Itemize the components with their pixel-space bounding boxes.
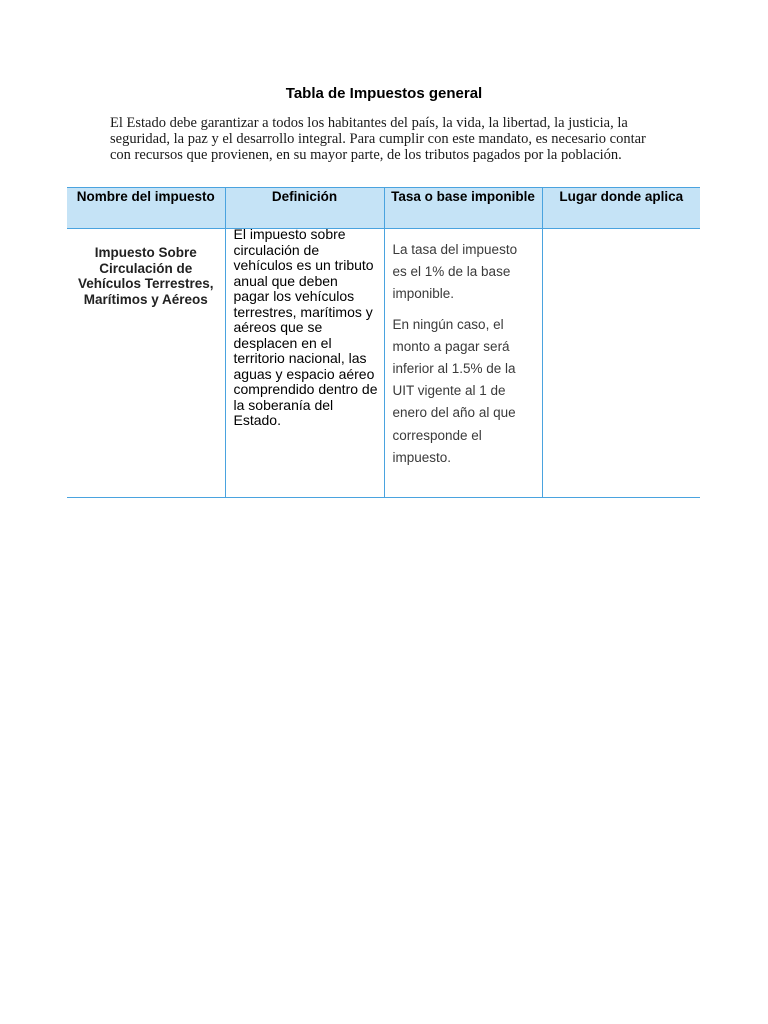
- tax-definition: El impuesto sobre circulación de vehículos es un tributo anual que deben pagar los vehículos terrestres, marítimos y aéreos que se desplacen en el territorio nacional, las aguas y espacio aéreo comprendido dentro de la soberanía del Estado.: [233, 226, 378, 428]
- header-tax-name: Nombre del impuesto: [67, 188, 225, 229]
- header-row: [67, 188, 700, 229]
- rate-paragraph: La tasa del impuesto es el 1% de la base imponible.: [392, 242, 518, 302]
- header-place: Lugar donde aplica: [542, 188, 700, 229]
- tax-name: Impuesto Sobre Circulación de Vehículos Terrestres, Marítimos y Aéreos: [77, 245, 214, 307]
- document-title: Tabla de Impuestos general: [285, 85, 483, 102]
- rate-minimum-paragraph: En ningún caso, el monto a pagar será inferior al 1.5% de la UIT vigente al 1 de enero del año al que corresponde el impuesto.: [392, 316, 516, 465]
- tax-name-cell: [67, 229, 225, 498]
- header-definition: Definición: [225, 188, 384, 229]
- place-cell: [542, 229, 700, 498]
- tax-table: [67, 187, 700, 498]
- table-row: [67, 229, 700, 498]
- header-rate: Tasa o base imponible: [384, 188, 542, 229]
- intro-paragraph: El Estado debe garantizar a todos los habitantes del país, la vida, la libertad, la justicia, la seguridad, la paz y el desarrollo integral. Para cumplir con este mandato, es necesario contar con recursos que provienen, en su mayor parte, de los tributos pagados por la población.: [110, 115, 646, 164]
- tax-table-header: [67, 188, 700, 229]
- definition-cell: [225, 226, 384, 498]
- rate-cell: [384, 229, 542, 498]
